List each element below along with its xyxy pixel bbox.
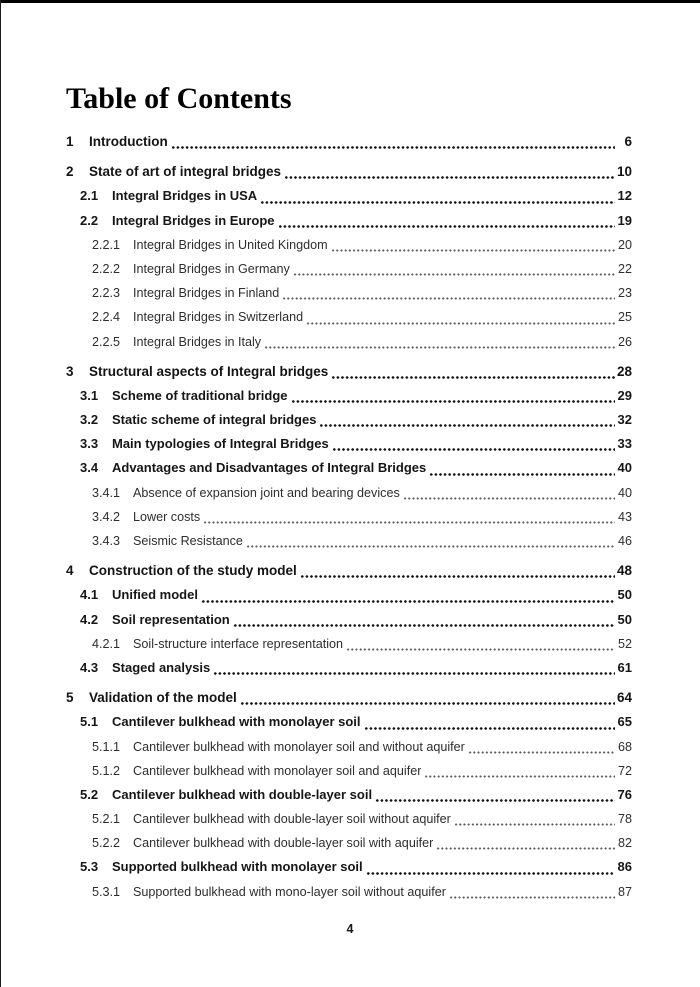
toc-leader-dots: [332, 447, 615, 452]
toc-leader-dots: [201, 599, 615, 604]
toc-entry-page: 10: [616, 164, 632, 180]
toc-entry-label: Staged analysis: [112, 659, 211, 675]
toc-entry-number: 4.2: [80, 611, 99, 627]
toc-entry-number: 5: [66, 690, 74, 706]
toc-entry[interactable]: [66, 807, 632, 831]
toc-leader-dots: [468, 750, 615, 755]
toc-entry-label: Static scheme of integral bridges: [112, 412, 317, 428]
toc-entry-number: 3.4.3: [92, 534, 121, 548]
toc-entry[interactable]: [66, 880, 632, 904]
toc-entry[interactable]: [66, 233, 632, 257]
toc-entry-number: 5.3: [80, 859, 99, 875]
toc-entry-number: 5.1: [80, 714, 99, 730]
toc-entry[interactable]: [66, 257, 632, 281]
toc-leader-dots: [429, 472, 615, 477]
toc-entry[interactable]: [66, 432, 632, 456]
toc-entry-number: 3.2: [80, 412, 99, 428]
toc-entry-label: State of art of integral bridges: [89, 164, 282, 180]
toc-entry-number: 3.4.2: [92, 509, 121, 524]
toc-leader-dots: [454, 822, 615, 827]
toc-entry[interactable]: [66, 384, 632, 408]
toc-entry-number: 5.3.1: [92, 884, 121, 899]
toc-entry-page: 6: [624, 134, 632, 149]
toc-entry-label: Seismic Resistance: [133, 534, 243, 548]
toc-entry[interactable]: [66, 632, 632, 656]
toc-entry-number: 2.2.5: [92, 334, 121, 349]
toc-leader-dots: [403, 496, 615, 501]
toc-entry-label: Soil-structure interface representation: [133, 636, 343, 651]
toc-leader-dots: [291, 399, 615, 404]
toc-leader-dots: [293, 272, 615, 277]
toc-entry-label: Integral Bridges in USA: [112, 188, 258, 204]
toc-leader-dots: [331, 375, 615, 380]
toc-entry-page: 46: [617, 534, 632, 548]
toc-leader-dots: [278, 224, 615, 229]
toc-entry-number: 2.2.2: [92, 261, 121, 276]
toc-entry-number: 5.1.2: [92, 763, 121, 778]
toc-leader-dots: [240, 701, 615, 706]
toc-entry[interactable]: [66, 831, 632, 855]
toc-entry-page: 52: [617, 636, 632, 651]
page-left-border: [0, 0, 1, 987]
toc-entry-page: 72: [617, 763, 632, 778]
toc-entry-label: Cantilever bulkhead with double-layer soil: [112, 786, 373, 802]
toc-entry-number: 5.1.1: [92, 739, 121, 754]
toc-entry-label: Scheme of traditional bridge: [112, 387, 288, 403]
toc-entry-page: 33: [617, 436, 632, 452]
toc-leader-dots: [282, 296, 615, 301]
toc-entry[interactable]: [66, 855, 632, 879]
toc-entry[interactable]: [66, 656, 632, 680]
toc-leader-dots: [260, 200, 615, 205]
toc-entry-number: 3.1: [80, 387, 99, 403]
toc-entry-label: Lower costs: [133, 509, 201, 524]
toc-entry-number: 2: [66, 164, 74, 180]
toc-entry-page: 32: [617, 412, 632, 428]
toc-entry-label: Soil representation: [112, 611, 230, 627]
toc-entry-label: Cantilever bulkhead with double-layer soil without aquifer: [133, 812, 451, 827]
toc-entry-number: 3.4.1: [92, 485, 121, 500]
toc-page: [66, 84, 632, 904]
toc-entry-label: Advantages and Disadvantages of Integral Bridges: [112, 460, 427, 476]
toc-entry-page: 29: [617, 387, 632, 403]
toc-entry-number: 3.3: [80, 436, 99, 452]
toc-leader-dots: [319, 423, 615, 428]
toc-entry[interactable]: [66, 505, 632, 529]
toc-entry[interactable]: [66, 330, 632, 354]
toc-entry-number: 5.2: [80, 786, 99, 802]
toc-entry-number: 2.1: [80, 188, 99, 204]
toc-entry-number: 5.2.1: [92, 812, 121, 827]
toc-entry[interactable]: [66, 360, 632, 384]
toc-entry[interactable]: [66, 456, 632, 480]
toc-entry-number: 2.2.4: [92, 310, 121, 325]
toc-entry-number: 4.2.1: [92, 636, 121, 651]
toc-entry-page: 50: [617, 611, 632, 627]
toc-leader-dots: [300, 574, 615, 579]
toc-leader-dots: [436, 846, 615, 851]
toc-entry[interactable]: [66, 305, 632, 329]
page-footer: [0, 922, 700, 936]
toc-entry[interactable]: [66, 281, 632, 305]
toc-entry[interactable]: [66, 710, 632, 734]
toc-leader-dots: [366, 871, 615, 876]
toc-entry[interactable]: [66, 408, 632, 432]
toc-entry-page: 65: [617, 714, 632, 730]
toc-entry-page: 48: [616, 563, 632, 579]
toc-entry-page: 61: [617, 659, 632, 675]
toc-entry-label: Structural aspects of Integral bridges: [89, 363, 329, 379]
footer-page-number: 4: [346, 922, 354, 936]
toc-leader-dots: [331, 248, 615, 253]
toc-entry-label: Introduction: [89, 134, 168, 149]
toc-leader-dots: [424, 774, 615, 779]
toc-entry[interactable]: [66, 759, 632, 783]
toc-entry-number: 4.3: [80, 659, 99, 675]
toc-entry[interactable]: [66, 583, 632, 607]
toc-entry-label: Integral Bridges in United Kingdom: [133, 237, 328, 252]
toc-entry-page: 64: [616, 690, 632, 706]
toc-entry-number: 4.1: [80, 587, 99, 603]
toc-entry[interactable]: [66, 481, 632, 505]
toc-entry-number: 5.2.2: [92, 836, 121, 851]
toc-entry-label: Cantilever bulkhead with double-layer soil with aquifer: [133, 836, 434, 851]
toc-entry-page: 82: [617, 836, 632, 851]
toc-entry-page: 40: [617, 485, 632, 500]
toc-entry-number: 4: [66, 563, 74, 579]
toc-entry-number: 2.2: [80, 212, 99, 228]
toc-entry-number: 2.2.3: [92, 286, 121, 301]
toc-list: [66, 130, 632, 904]
toc-leader-dots: [246, 544, 615, 549]
toc-entry-page: 43: [617, 509, 632, 524]
toc-entry-label: Supported bulkhead with mono-layer soil without aquifer: [133, 884, 446, 899]
toc-entry-label: Absence of expansion joint and bearing devices: [133, 485, 400, 500]
toc-leader-dots: [306, 321, 615, 326]
toc-entry-number: 2.2.1: [92, 237, 121, 252]
toc-entry-page: 86: [617, 859, 632, 875]
page-top-border: [0, 0, 700, 3]
toc-entry[interactable]: [66, 184, 632, 208]
toc-entry-label: Unified model: [112, 587, 198, 603]
toc-entry-page: 19: [617, 212, 632, 228]
toc-leader-dots: [364, 726, 615, 731]
toc-entry[interactable]: [66, 686, 632, 710]
toc-entry-label: Cantilever bulkhead with monolayer soil and without aquifer: [133, 739, 465, 754]
toc-leader-dots: [449, 895, 615, 900]
toc-leader-dots: [264, 345, 615, 350]
toc-entry-page: 25: [617, 310, 632, 325]
toc-leader-dots: [171, 145, 615, 150]
toc-entry-page: 12: [617, 188, 632, 204]
toc-entry-label: Integral Bridges in Finland: [133, 286, 280, 301]
toc-entry-label: Supported bulkhead with monolayer soil: [112, 859, 363, 875]
toc-entry-number: 1: [66, 134, 74, 149]
toc-leader-dots: [375, 798, 615, 803]
toc-entry-page: 23: [617, 286, 632, 301]
toc-entry-label: Validation of the model: [89, 690, 237, 706]
toc-leader-dots: [203, 520, 615, 525]
toc-leader-dots: [233, 623, 615, 628]
toc-entry[interactable]: [66, 209, 632, 233]
toc-entry-page: 28: [616, 363, 632, 379]
toc-entry-page: 40: [617, 460, 632, 476]
toc-entry[interactable]: [66, 559, 632, 583]
toc-entry[interactable]: [66, 160, 632, 184]
toc-entry-label: Integral Bridges in Switzerland: [133, 310, 304, 325]
page-title: Table of Contents: [66, 82, 292, 115]
toc-entry-page: 50: [617, 587, 632, 603]
toc-entry[interactable]: [66, 608, 632, 632]
toc-entry-page: 26: [617, 334, 632, 349]
toc-entry[interactable]: [66, 735, 632, 759]
toc-entry-number: 3: [66, 363, 74, 379]
toc-entry-label: Construction of the study model: [89, 563, 297, 579]
toc-entry-page: 68: [617, 739, 632, 754]
toc-leader-dots: [346, 647, 615, 652]
toc-entry[interactable]: [66, 529, 632, 553]
toc-entry-label: Cantilever bulkhead with monolayer soil: [112, 714, 361, 730]
toc-entry-label: Integral Bridges in Germany: [133, 261, 290, 276]
toc-entry[interactable]: [66, 130, 632, 154]
toc-entry-label: Integral Bridges in Europe: [112, 212, 275, 228]
toc-entry-page: 22: [617, 261, 632, 276]
toc-entry-number: 3.4: [80, 460, 99, 476]
toc-entry-label: Integral Bridges in Italy: [133, 334, 262, 349]
toc-leader-dots: [284, 175, 615, 180]
toc-entry-page: 87: [617, 884, 632, 899]
toc-entry-page: 76: [617, 786, 632, 802]
toc-entry[interactable]: [66, 783, 632, 807]
toc-entry-label: Main typologies of Integral Bridges: [112, 436, 329, 452]
toc-entry-label: Cantilever bulkhead with monolayer soil and aquifer: [133, 763, 422, 778]
toc-entry-page: 78: [617, 812, 632, 827]
toc-entry-page: 20: [617, 237, 632, 252]
toc-leader-dots: [213, 671, 615, 676]
